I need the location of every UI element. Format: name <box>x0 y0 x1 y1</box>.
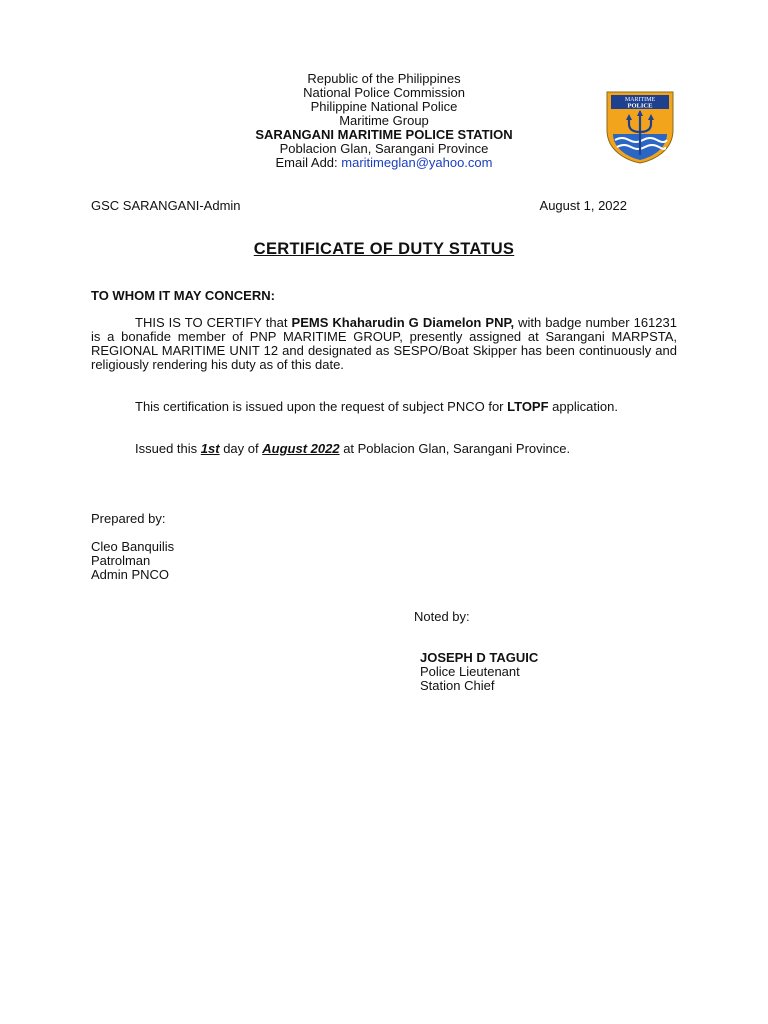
letterhead-republic: Republic of the Philippines <box>307 71 461 86</box>
p2-purpose: LTOPF <box>507 399 549 414</box>
salutation: TO WHOM IT MAY CONCERN: <box>91 288 275 303</box>
p3-part2: day of <box>223 441 259 456</box>
p3-part1: Issued this <box>135 441 198 456</box>
prepared-name: Cleo Banquilis <box>91 539 175 554</box>
p3-month-year: August 2022 <box>262 441 340 456</box>
email-link[interactable]: maritimeglan@yahoo.com <box>341 155 493 170</box>
letterhead-commission: National Police Commission <box>303 85 465 100</box>
issuance-paragraph <box>91 442 677 456</box>
document-title: CERTIFICATE OF DUTY STATUS <box>253 240 515 258</box>
letterhead-group: Maritime Group <box>339 113 429 128</box>
p3-part3: at Poblacion Glan, Sarangani Province. <box>343 441 571 456</box>
emblem-text-police: POLICE <box>627 102 653 110</box>
noted-name: JOSEPH D TAGUIC <box>420 650 539 665</box>
p3-day: 1st <box>200 441 220 456</box>
prepared-by-label: Prepared by: <box>91 511 166 526</box>
email-label: Email Add: <box>275 155 338 170</box>
p2-lead: This certification is issued upon the request of subject PNCO for <box>135 399 504 414</box>
p2-tail: application. <box>552 399 618 414</box>
noted-by-signatory <box>420 651 538 693</box>
p1-lead: THIS IS TO CERTIFY that <box>135 315 288 330</box>
certification-paragraph <box>91 316 677 372</box>
reference-code: GSC SARANGANI-Admin <box>91 198 241 213</box>
noted-by-label: Noted by: <box>414 609 470 624</box>
emblem-text-maritime: MARITIME <box>624 97 656 103</box>
prepared-position: Admin PNCO <box>91 567 170 582</box>
p1-subject-name: PEMS Khaharudin G Diamelon PNP, <box>291 315 515 330</box>
prepared-by-signatory <box>91 540 174 582</box>
maritime-police-emblem-icon <box>605 90 675 164</box>
prepared-rank: Patrolman <box>91 553 151 568</box>
letterhead-address: Poblacion Glan, Sarangani Province <box>279 141 489 156</box>
letterhead-pnp: Philippine National Police <box>310 99 458 114</box>
letterhead <box>220 72 548 170</box>
letterhead-station: SARANGANI MARITIME POLICE STATION <box>255 127 513 142</box>
purpose-paragraph <box>91 400 677 414</box>
document-date: August 1, 2022 <box>539 198 627 213</box>
p1-rest: with badge number 161231 is a bonafide member of PNP MARITIME GROUP, presently assigned at Sarangani MARPSTA, REGIONAL MARITIME UNIT 12 and designated as SESPO/Boat Skipper has been continuously and religiously rendering his duty as of this date. <box>91 315 677 372</box>
noted-position: Station Chief <box>420 678 495 693</box>
noted-rank: Police Lieutenant <box>420 664 520 679</box>
letterhead-email-line <box>220 156 548 170</box>
